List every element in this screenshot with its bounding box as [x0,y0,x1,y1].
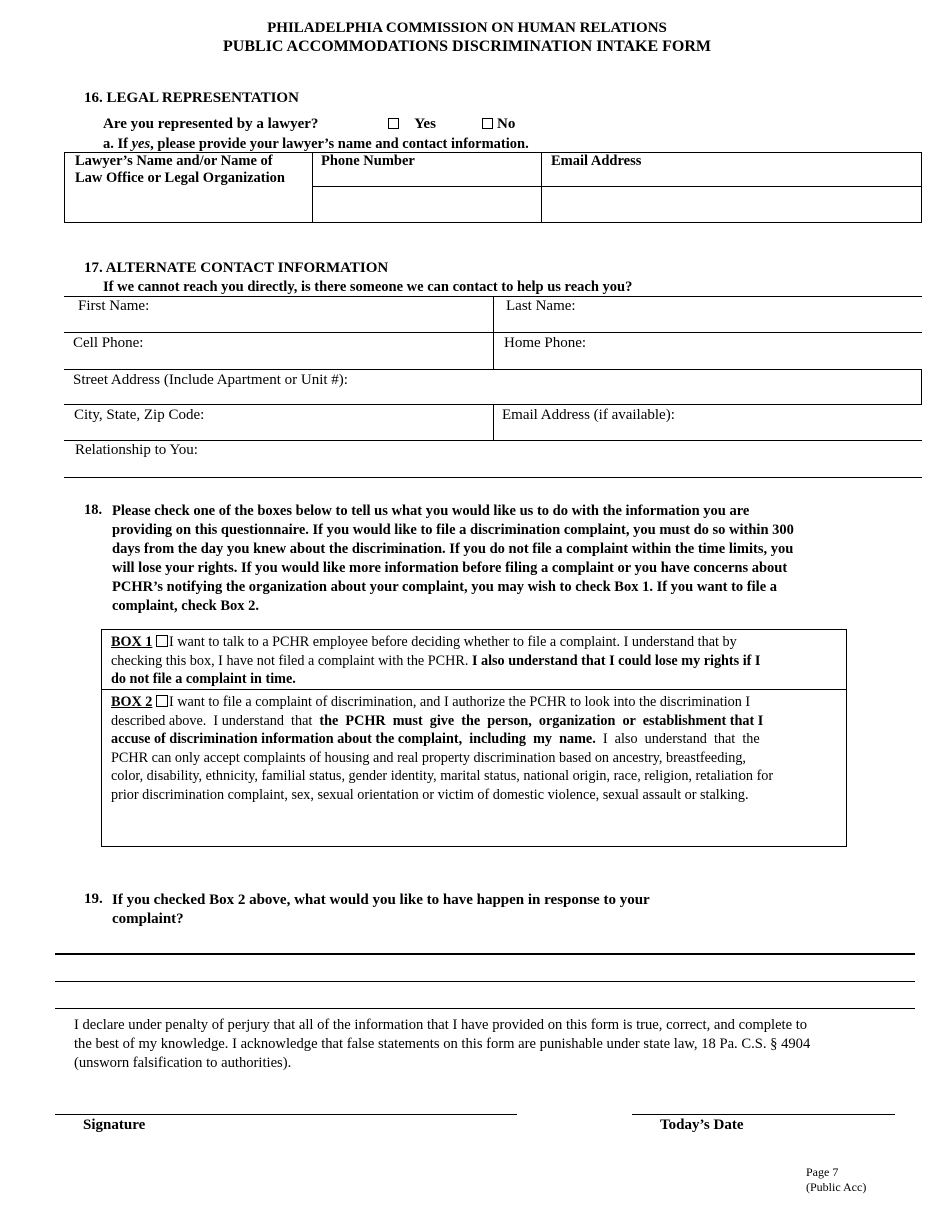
first-name-label: First Name: [78,298,150,314]
lawyer-name-header-line1: Lawyer’s Name and/or Name of [75,153,273,169]
section-18-instructions [112,502,892,616]
box-1 [111,633,843,689]
lawyer-email-cell[interactable] [542,187,921,222]
home-phone-label: Home Phone: [504,335,587,351]
street-right-border [921,369,922,404]
yes-label: Yes [414,116,436,132]
contact-col-divider-city [493,404,494,440]
declaration-line2: the best of my knowledge. I acknowledge that false statements on this form are punishable under state law, 18 Pa. C.S. § 4904 [74,1036,811,1052]
s18-line: complaint, check Box 2. [112,598,260,614]
sub-a-prefix: a. If [103,136,132,152]
lawyer-name-cell[interactable] [65,187,311,222]
response-line-2[interactable] [55,981,915,982]
cell-phone-label: Cell Phone: [73,335,144,351]
header-org: PHILADELPHIA COMMISSION ON HUMAN RELATIONS [267,20,667,36]
lawyer-question: Are you represented by a lawyer? [103,116,319,132]
declaration-line3: (unsworn falsification to authorities). [74,1055,292,1071]
box-2-line6: prior discrimination complaint, sex, sexual orientation or victim of domestic violence, sexual assault or stalking. [111,786,749,803]
box-2-label: BOX 2 [111,694,153,710]
box-2-line1: I want to file a complaint of discrimination, and I authorize the PCHR to look into the discrimination I [168,694,751,710]
section-19-number: 19. [84,891,103,907]
section-16-title: 16. LEGAL REPRESENTATION [84,90,299,106]
yes-checkbox[interactable] [388,118,399,129]
contact-row-5-bottom [64,477,922,478]
section-17-title: 17. ALTERNATE CONTACT INFORMATION [84,260,389,276]
contact-col-divider-top [493,296,494,369]
box-2-line3b: I also understand that the [595,731,760,747]
box-2-line2b: the PCHR must give the person, organization or establishment that I [319,712,764,729]
no-checkbox[interactable] [482,118,493,129]
last-name-label: Last Name: [506,298,576,314]
box-1-checkbox[interactable] [156,635,168,647]
page-footer [806,1165,866,1195]
s19-line2: complaint? [112,911,184,927]
lawyer-name-header [75,153,285,187]
page-number: Page 7 [806,1165,839,1179]
s18-line: days from the day you knew about the discrimination. If you do not file a complaint within the time limits, you [112,541,794,557]
response-line-1[interactable] [55,953,915,955]
declaration-line1: I declare under penalty of perjury that all of the information that I have provided on this form is true, correct, and complete to [74,1017,808,1033]
header-form-title: PUBLIC ACCOMMODATIONS DISCRIMINATION INTAKE FORM [222,38,712,55]
box-options-divider [101,689,847,690]
box-2-line5: color, disability, ethnicity, familial status, gender identity, marital status, national origin, race, religion, retaliation for [111,768,774,784]
relationship-label: Relationship to You: [75,442,198,458]
section-18-number: 18. [84,502,103,518]
lawyer-sub-a [103,136,529,153]
alternate-contact-question: If we cannot reach you directly, is there someone we can contact to help us reach you? [103,279,633,295]
lawyer-email-header: Email Address [551,153,642,169]
signature-line[interactable] [55,1114,517,1115]
box-1-line2a: checking this box, I have not filed a complaint with the PCHR. [111,652,472,669]
s18-line: Please check one of the boxes below to tell us what you would like us to do with the information you are [112,503,750,519]
box-1-line3: do not file a complaint in time. [111,671,296,687]
s18-line: will lose your rights. If you would like more information before filing a complaint or you have concerns about [112,560,788,576]
s18-line: PCHR’s notifying the organization about your complaint, you may wish to check Box 1. If you want to file a [112,579,778,595]
sub-a-rest: , please provide your lawyer’s name and contact information. [150,136,529,152]
box-2-line4: PCHR can only accept complaints of housing and real property discrimination based on ancestry, breastfeeding, [111,749,746,766]
box-2-line2a: described above. I understand that [111,712,320,729]
sub-a-yes: yes [131,136,151,152]
s19-line1: If you checked Box 2 above, what would you like to have happen in response to your [112,892,650,908]
box-2-checkbox[interactable] [156,695,168,707]
street-address-label: Street Address (Include Apartment or Unit #): [73,372,348,388]
box-1-line1: I want to talk to a PCHR employee before deciding whether to file a complaint. I understand that by [168,634,737,650]
date-label: Today’s Date [660,1117,744,1133]
box-1-line2b: I also understand that I could lose my rights if I [471,652,761,669]
no-label: No [497,116,516,132]
signature-label: Signature [83,1117,146,1133]
city-state-zip-label: City, State, Zip Code: [74,407,205,423]
email-address-label: Email Address (if available): [502,407,675,423]
contact-row-5-top [64,440,922,441]
no-option[interactable] [482,116,515,133]
box-1-label: BOX 1 [111,634,153,650]
lawyer-name-header-line2: Law Office or Legal Organization [75,170,285,186]
contact-row-3-top [64,369,922,370]
box-2-line3a: accuse of discrimination information about the complaint, including my name. [111,731,596,747]
yes-option[interactable] [388,116,436,133]
section-19-question [112,891,650,929]
s18-line: providing on this questionnaire. If you would like to file a discrimination complaint, you must do so within 300 [112,522,794,538]
form-type: (Public Acc) [806,1180,867,1194]
date-line[interactable] [632,1114,895,1115]
lawyer-phone-header: Phone Number [321,153,415,169]
response-line-3[interactable] [55,1008,915,1009]
lawyer-phone-cell[interactable] [313,187,540,222]
box-2 [111,693,843,804]
declaration [74,1016,904,1073]
